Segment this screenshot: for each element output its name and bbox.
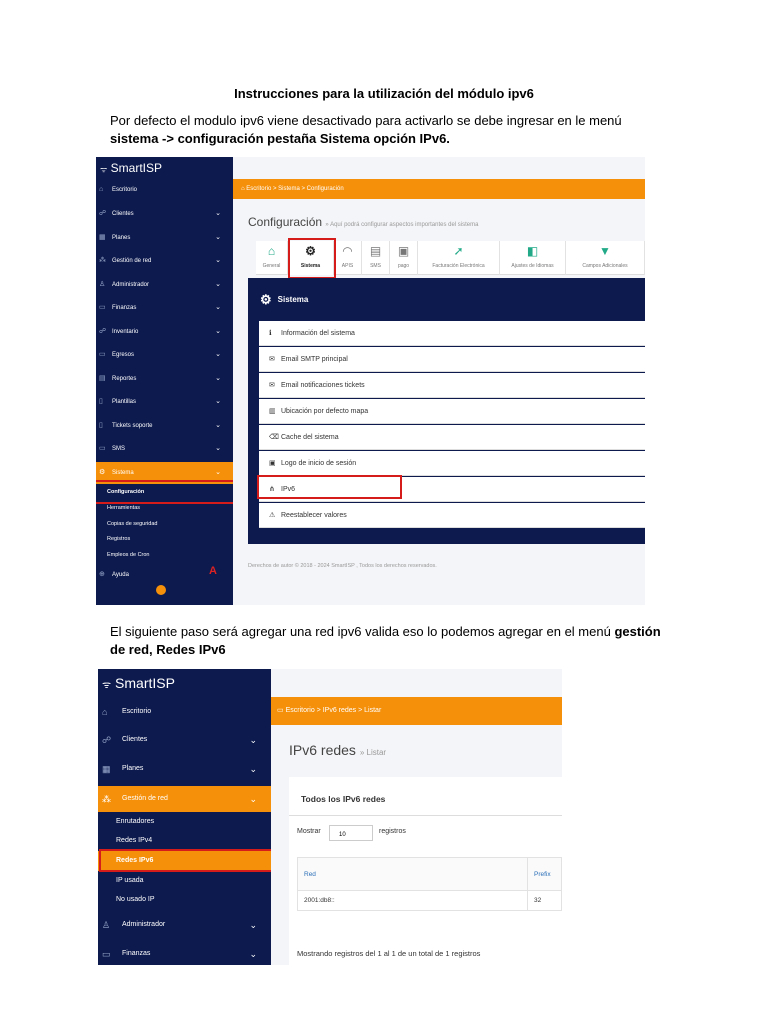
submenu-registros[interactable]: Registros [107,536,131,542]
sidebar-item-label: Planes [122,765,144,772]
gear-icon: ⚙ [99,469,106,476]
money-icon: ▭ [99,304,106,311]
sidebar-item-finanzas[interactable] [98,941,271,965]
chevron-down-icon: ⌄ [249,794,257,804]
tab-pago[interactable] [390,241,418,275]
option-informacion-del-sistema[interactable] [259,321,645,346]
partner-logo: A [209,565,217,577]
brand-logo [102,675,175,691]
highlight-tab-sistema [288,238,336,279]
brand-name: SmartISP [115,675,175,691]
home-icon: ⌂ [241,186,247,192]
user-icon: ♙ [99,281,106,288]
cell-red: 2001:db8:: [298,891,528,911]
sidebar-item-label: Finanzas [122,950,151,957]
chevron-down-icon: ⌄ [215,445,221,452]
sidebar-item-label: Clientes [112,211,134,217]
envelope-icon: ✉ [269,356,275,363]
divider [289,815,562,816]
submenu-herramientas[interactable]: Herramientas [107,505,141,511]
sidebar-item-finanzas[interactable] [96,297,233,319]
column-red[interactable]: Red [298,858,528,891]
panel-header [260,292,308,308]
paragraph-2-text: El siguiente paso será agregar una red ipv6 valida eso lo podemos agregar en el menú [110,624,615,639]
box-icon: ☍ [99,328,107,335]
sidebar-item-label: Clientes [122,736,148,743]
sidebar-item-label: Ayuda [112,572,129,578]
tab-label: Campos Adicionales [582,263,628,269]
option-label: Email notificaciones tickets [281,382,365,389]
ipv6-list-box [289,777,562,965]
table-row[interactable] [298,891,562,911]
sidebar-item-administrador[interactable] [96,274,233,296]
option-email-tickets[interactable] [259,373,645,398]
chevron-down-icon: ⌄ [249,735,257,745]
paragraph-1-bold: sistema -> configuración pestaña Sistema opción IPv6. [110,131,450,146]
sidebar-item-label: Gestión de red [122,795,168,802]
tab-label: APIS [341,263,354,269]
chevron-down-icon: ⌄ [249,949,257,959]
submenu-empleos-de-cron[interactable]: Empleos de Cron [107,552,150,558]
submenu-configuracion[interactable]: Configuración [107,489,145,495]
sidebar-item-label: Administrador [122,921,166,928]
option-label: Reestablecer valores [281,512,347,519]
home-icon: ⌂ [102,707,108,717]
show-label: Mostrar [297,828,321,835]
chevron-down-icon: ⌄ [215,257,221,264]
highlight-ipv6 [257,475,402,499]
option-email-smtp[interactable] [259,347,645,372]
option-label: Cache del sistema [281,434,339,441]
sidebar-item-reportes[interactable] [96,368,233,390]
tab-campos-adicionales[interactable] [566,241,645,275]
chevron-down-icon: ⌄ [215,328,221,335]
calendar-icon: ▦ [99,234,106,241]
tab-label: Sistema [300,263,321,269]
wallet-icon: ▭ [99,351,106,358]
page-size-select[interactable]: 10 [329,825,373,841]
sidebar-item-plantillas[interactable] [96,391,233,413]
sidebar-item-label: Plantillas [112,399,137,405]
sistema-panel [248,278,645,544]
network-icon: ⁂ [99,257,106,264]
map-icon: ▥ [269,408,276,415]
gear-icon: ⚙ [260,292,272,307]
sidebar-item-label: Escritorio [112,187,138,193]
report-icon: ▤ [99,375,106,382]
sidebar-item-administrador[interactable] [98,912,271,938]
cell-prefix: 32 [528,891,562,911]
submenu-enrutadores[interactable]: Enrutadores [116,818,155,825]
page-subtitle: » Listar [359,748,387,757]
page-subtitle: » Aquí podrá configurar aspectos importantes del sistema [325,222,479,228]
sidebar-item-egresos[interactable] [96,344,233,366]
sidebar-item-sms[interactable] [96,438,233,460]
chevron-down-icon: ⌄ [215,234,221,241]
submenu-redes-ipv4[interactable]: Redes IPv4 [116,837,153,844]
column-prefix[interactable]: Prefix [528,858,562,891]
panel-title: Sistema [277,295,309,305]
sidebar-item-clientes[interactable] [98,727,271,753]
sidebar-item-label: Escritorio [122,708,152,715]
calendar-icon: ▦ [102,764,111,774]
table-info: Mostrando registros del 1 al 1 de un total de 1 registros [297,949,481,958]
option-label: IPv6 [281,486,296,493]
gear-icon: ⚙ [305,244,316,258]
option-reestablecer[interactable] [259,503,645,528]
breadcrumb [271,697,562,725]
table-header-row [298,858,562,891]
option-label: Email SMTP principal [281,356,348,363]
sidebar-item-escritorio[interactable] [98,699,271,725]
tab-facturacion-electronica[interactable] [418,241,500,275]
screenshot-redes-ipv6 [98,669,562,965]
paragraph-2 [110,623,670,659]
ticket-icon: ▯ [99,422,103,429]
sidebar-item-label: Gestión de red [112,258,152,264]
paragraph-1 [110,112,670,148]
breadcrumb-text: Escritorio > IPv6 redes > Listar [285,707,382,714]
wifi-icon: ᯤ [102,680,112,691]
tab-label: Ajustes de Idiomas [511,263,554,269]
breadcrumb-text: Escritorio > Sistema > Configuración [246,186,344,192]
tab-apis[interactable] [334,241,362,275]
warning-icon: ⚠ [269,512,276,519]
tab-label: pago [397,263,410,269]
sidebar-item-label: Sistema [112,470,134,476]
users-icon: ☍ [102,735,112,745]
highlight-redes-ipv6 [99,849,278,872]
main-content [271,669,562,965]
tab-label: SMS [370,263,381,269]
sidebar-item-label: Administrador [112,282,150,288]
sidebar-item-gestion-de-red[interactable] [96,250,233,272]
info-icon: ℹ [269,330,272,337]
tab-label: Facturación Electrónica [432,263,485,269]
option-cache[interactable] [259,425,645,450]
chevron-down-icon: ⌄ [215,210,221,217]
wifi-icon: ◠ [342,244,353,258]
chevron-down-icon: ⌄ [215,281,221,288]
desktop-icon: ▭ [277,707,286,714]
sidebar-item-gestion-de-red[interactable] [98,786,271,812]
option-label: Información del sistema [281,330,355,337]
network-icon: ⁂ [102,794,111,804]
sidebar-item-label: Planes [112,235,131,241]
option-label: Ubicación por defecto mapa [281,408,369,415]
eraser-icon: ⌫ [269,434,279,441]
user-icon: ♙ [102,920,111,930]
sidebar-item-label: Tickets soporte [112,423,153,429]
message-icon: ▭ [99,445,106,452]
submenu-copias-de-seguridad[interactable]: Copias de seguridad [107,521,158,527]
chevron-down-icon: ⌄ [249,920,257,930]
money-icon: ▭ [102,949,111,959]
language-icon: ◧ [526,244,539,258]
chevron-down-icon: ⌄ [215,351,221,358]
sidebar-item-escritorio[interactable] [96,179,233,201]
template-icon: ▯ [99,398,103,405]
sidebar-item-label: Egresos [112,352,135,358]
submenu-redes-ipv6[interactable]: Redes IPv6 [98,851,271,871]
brand-logo [100,161,162,175]
tab-ajustes-de-idiomas[interactable] [500,241,566,275]
paragraph-1-text: Por defecto el modulo ipv6 viene desactivado para activarlo se debe ingresar en le menú [110,113,622,128]
brand-name: SmartISP [110,161,163,175]
page-title-text: Configuración [248,215,323,229]
sidebar-item-label: SMS [112,446,126,452]
chevron-down-icon: ⌄ [215,304,221,311]
chevron-down-icon: ⌄ [215,375,221,382]
option-label: Logo de inicio de sesión [281,460,357,467]
main-content [233,157,645,605]
help-icon: ⊕ [99,571,105,578]
option-ubicacion-mapa[interactable] [259,399,645,424]
filter-icon: ▼ [599,244,611,258]
briefcase-icon: ⌂ [267,244,276,258]
screenshot-configuracion [96,157,645,605]
home-icon: ⌂ [99,186,104,193]
submenu-ip-usada[interactable]: IP usada [116,877,144,884]
sidebar-item-inventario[interactable] [96,321,233,343]
tab-general[interactable] [256,241,288,275]
envelope-icon: ✉ [269,382,275,389]
sidebar-item-planes[interactable] [98,756,271,782]
tab-sms[interactable] [362,241,390,275]
records-label: registros [379,828,406,835]
sidebar-item-tickets-soporte[interactable] [96,415,233,437]
sidebar-item-label: Finanzas [112,305,137,311]
sidebar [96,157,233,605]
document-title: Instrucciones para la utilización del módulo ipv6 [234,86,534,101]
copyright-footer: Derechos de autor © 2018 - 2024 SmartISP , Todos los derechos reservados. [248,563,437,569]
settings-toggle[interactable] [156,585,166,595]
rocket-icon: ➚ [453,244,464,258]
chevron-down-icon: ⌄ [215,469,221,476]
wifi-icon: ᯤ [100,165,108,174]
submenu-no-usado-ip[interactable]: No usado IP [116,896,155,903]
sidebar-item-clientes[interactable] [96,203,233,225]
sidebar-item-label: Inventario [112,329,139,335]
page-title [248,215,478,229]
highlight-configuracion [96,480,237,504]
document-icon: ▤ [369,244,382,258]
chevron-down-icon: ⌄ [249,764,257,774]
sidebar-item-label: Reportes [112,376,137,382]
page-title-text: IPv6 redes [289,742,356,758]
chevron-down-icon: ⌄ [215,422,221,429]
paragraph-2-bold: gestión de red, Redes IPv6 [110,624,661,657]
sitemap-icon: ⋔ [269,486,275,493]
image-icon: ▣ [269,460,276,467]
page-title [289,742,386,758]
sidebar-item-planes[interactable] [96,227,233,249]
ipv6-table [297,857,562,911]
tab-label: General [262,263,281,269]
breadcrumb [233,179,645,199]
users-icon: ☍ [99,210,107,217]
money-icon: ▣ [397,244,410,258]
chevron-down-icon: ⌄ [215,398,221,405]
sidebar [98,669,271,965]
option-logo-inicio[interactable] [259,451,645,476]
box-title: Todos los IPv6 redes [301,794,386,804]
